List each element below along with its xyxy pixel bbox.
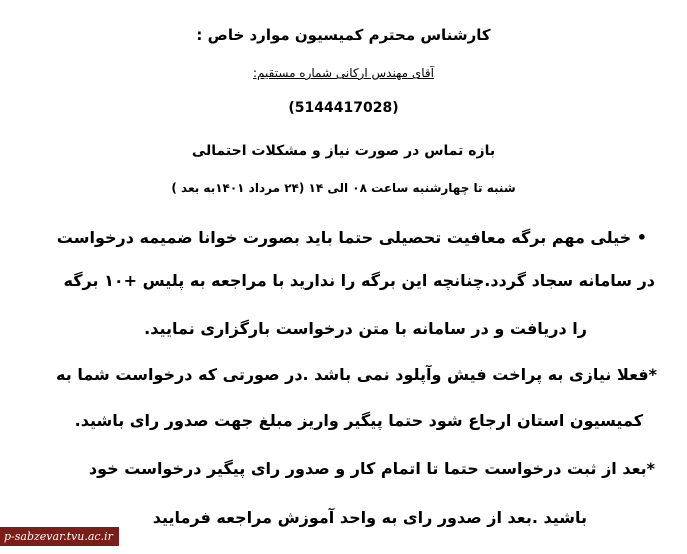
phone-number: (5144417028) bbox=[288, 100, 399, 116]
body-line-1: • خیلی مهم برگه معافیت تحصیلی حتما باید بصورت خوانا ضمیمه درخواست bbox=[56, 228, 647, 247]
body-line-5: کمیسیون استان ارجاع شود حتما پیگیر واریز مبلغ جهت صدور رای باشید. bbox=[74, 411, 643, 430]
working-hours: شنبه تا چهارشنبه ساعت ۰۸ الی ۱۴ (۲۴ مرداد ۱۴۰۱به بعد ) bbox=[171, 181, 516, 195]
contact-person-label: آقای مهندس ارکانی شماره مستقیم: bbox=[253, 66, 434, 80]
body-line-4: *فعلا نیازی به پراخت فیش وآپلود نمی باشد .در صورتی که درخواست شما به bbox=[56, 365, 657, 384]
page-title: کارشناس محترم کمیسیون موارد خاص : bbox=[196, 26, 491, 44]
contact-person bbox=[0, 66, 687, 80]
body-line-2: در سامانه سجاد گردد.چنانچه این برگه را ندارید با مراجعه به پلیس +۱۰ برگه bbox=[63, 271, 655, 290]
contact-time-note: بازه تماس در صورت نیاز و مشکلات احتمالی bbox=[191, 143, 496, 159]
website-badge: p-sabzevar.tvu.ac.ir bbox=[0, 527, 119, 546]
body-line-7: باشید .بعد از صدور رای به واحد آموزش مراجعه فرمایید bbox=[152, 508, 587, 527]
body-line-6: *بعد از ثبت درخواست حتما تا اتمام کار و صدور رای پیگیر درخواست خود bbox=[88, 459, 655, 478]
body-line-3: را دریافت و در سامانه با متن درخواست بارگزاری نمایید. bbox=[144, 319, 587, 338]
